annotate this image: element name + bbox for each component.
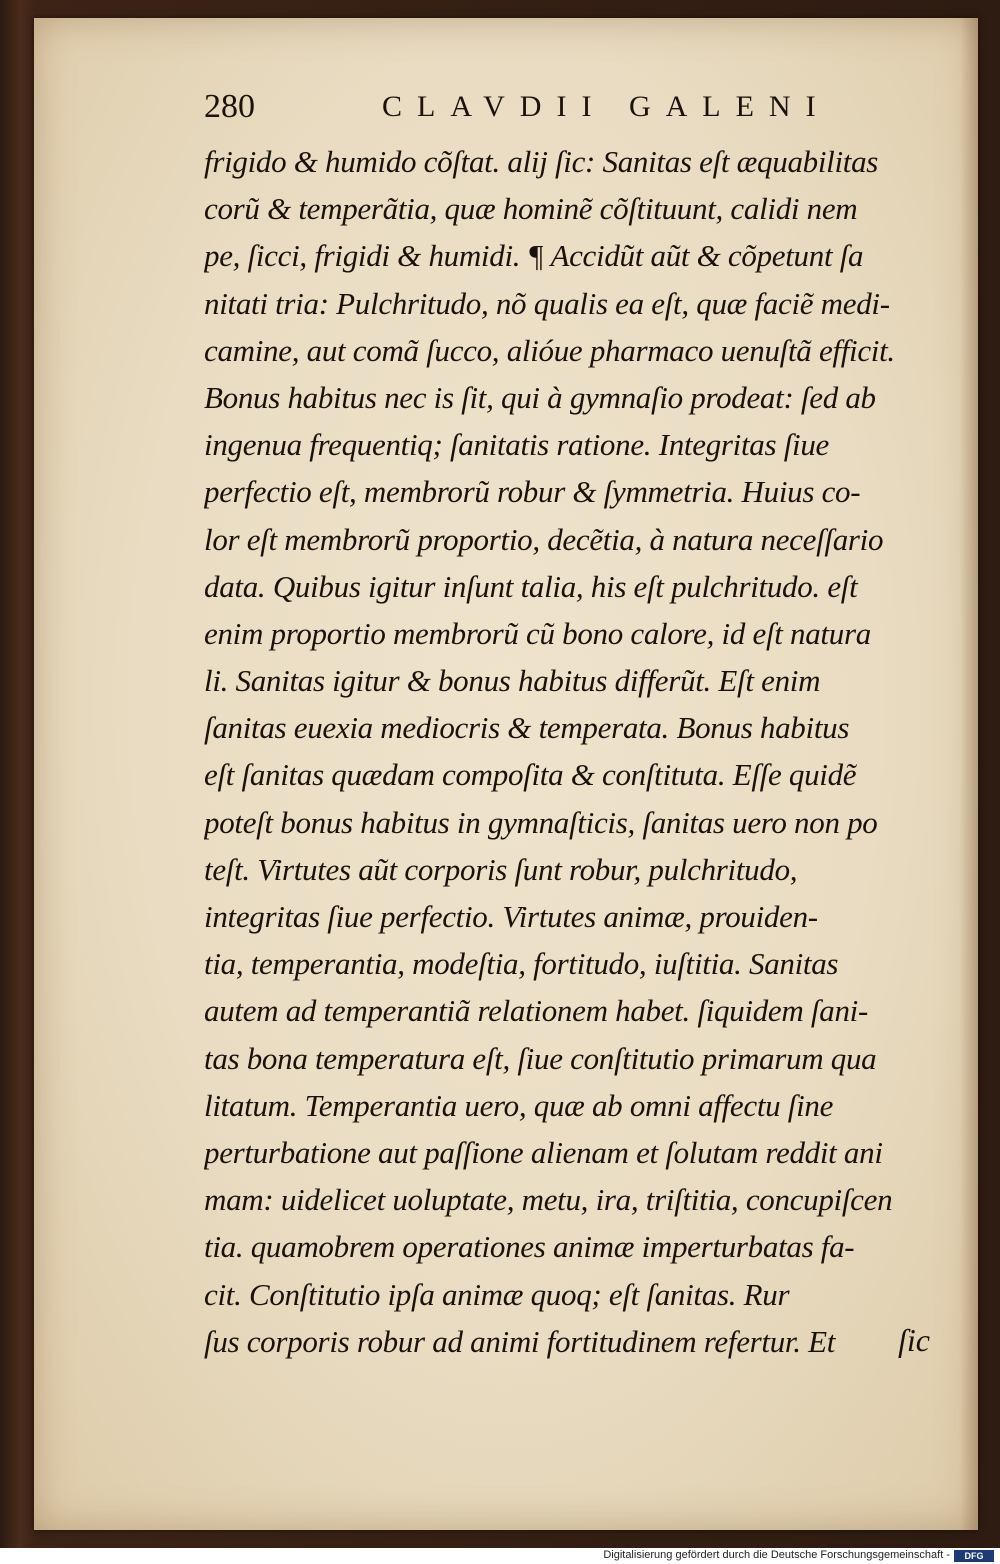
text-line: perfectio eſt, membrorũ robur & ſymmetria. Huius co- xyxy=(204,474,861,510)
text-line: integritas ſiue perfectio. Virtutes animæ, prouiden- xyxy=(204,899,818,934)
text-line: ſus corporis robur ad animi fortitudinem refertur. Et xyxy=(204,1323,836,1359)
text-line: mam: uidelicet uoluptate, metu, ira, triſtitia, concupiſcen xyxy=(204,1182,893,1218)
running-head-title: CLAVDII GALENI xyxy=(382,90,831,123)
text-line: camine, aut comã ſucco, alióue pharmaco uenuſtã efficit. xyxy=(204,332,895,368)
text-line: corũ & temperãtia, quæ hominẽ cõſtituunt, calidi nem xyxy=(204,191,858,227)
catchword: ſic xyxy=(898,1322,930,1358)
text-line: data. Quibus igitur inſunt talia, his eſt pulchritudo. eſt xyxy=(204,568,858,604)
text-line: tia, temperantia, modeſtia, fortitudo, iuſtitia. Sanitas xyxy=(204,946,839,982)
text-line: tia. quamobrem operationes animæ imperturbatas fa- xyxy=(204,1229,855,1265)
running-head xyxy=(204,80,854,130)
text-line: Bonus habitus nec is ſit, qui à gymnaſio prodeat: ſed ab xyxy=(204,379,876,415)
body-text xyxy=(204,138,964,1365)
text-line: litatum. Temperantia uero, quæ ab omni affectu ſine xyxy=(204,1087,834,1123)
text-line: pe, ſicci, frigidi & humidi. ¶ Accidũt aũt & cõpetunt ſa xyxy=(204,238,864,274)
text-line: teſt. Virtutes aũt corporis ſunt robur, pulchritudo, xyxy=(204,851,798,887)
text-line: li. Sanitas igitur & bonus habitus differũt. Eſt enim xyxy=(204,663,821,699)
text-line: frigido & humido cõſtat. alij ſic: Sanitas eſt æquabilitas xyxy=(204,144,879,179)
text-line: eſt ſanitas quædam compoſita & conſtituta. Eſſe quidẽ xyxy=(204,757,857,793)
text-line: perturbatione aut paſſione alienam et ſolutam reddit ani xyxy=(204,1134,883,1170)
text-line: enim proportio membrorũ cũ bono calore, id eſt natura xyxy=(204,615,871,651)
text-line: ingenua frequentiq; ſanitatis ratione. Integritas ſiue xyxy=(204,427,829,463)
book-page xyxy=(34,18,978,1530)
text-line: cit. Conſtitutio ipſa animæ quoq; eſt ſanitas. Rur xyxy=(204,1276,790,1312)
text-line: ſanitas euexia mediocris & temperata. Bonus habitus xyxy=(204,710,850,746)
page-number: 280 xyxy=(204,88,255,125)
text-line: autem ad temperantiã relationem habet. ſiquidem ſani- xyxy=(204,993,868,1029)
funding-notice: Digitalisierung gefördert durch die Deutsche Forschungsgemeinschaft - xyxy=(603,1549,950,1561)
text-line: lor eſt membrorũ proportio, decẽtia, à natura neceſſario xyxy=(204,521,884,557)
dfg-logo: DFG xyxy=(954,1550,994,1562)
digitization-footer xyxy=(0,1548,1000,1564)
text-line: poteſt bonus habitus in gymnaſticis, ſanitas uero non po xyxy=(204,804,878,840)
text-line: tas bona temperatura eſt, ſiue conſtitutio primarum qua xyxy=(204,1040,877,1076)
text-line: nitati tria: Pulchritudo, nõ qualis ea eſt, quæ faciẽ medi- xyxy=(204,285,890,321)
